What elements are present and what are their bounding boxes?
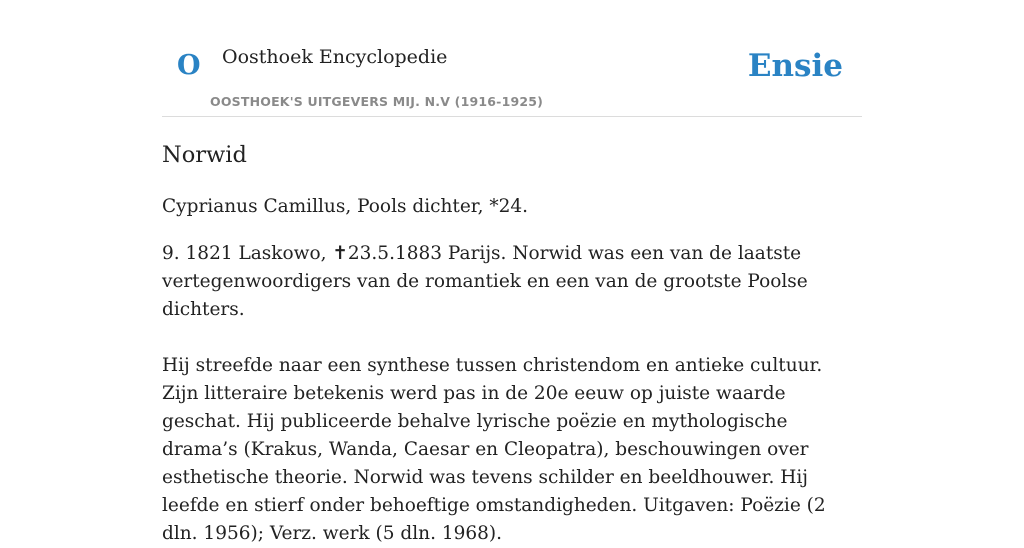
article — [162, 140, 862, 548]
brand-logo-link[interactable]: Ensie — [747, 48, 843, 84]
site-header — [162, 0, 862, 117]
article-paragraph: 9. 1821 Laskowo, ✝23.5.1883 Parijs. Norwid was een van de laatste vertegenwoordigers van de romantiek en een van de grootste Poolse dichters. — [162, 243, 808, 320]
publisher-subtitle: OOSTHOEK'S UITGEVERS MIJ. N.V (1916-1925) — [210, 94, 544, 109]
page — [162, 0, 862, 544]
article-paragraph: Hij streefde naar een synthese tussen christendom en antieke cultuur. Zijn litteraire betekenis werd pas in de 20e eeuw op juiste waarde geschat. Hij publiceerde behalve lyrische poëzie en mythologische drama’s (Krakus, Wanda, Caesar en Cleopatra), beschouwingen over esthetische theorie. Norwid was tevens schilder en beeldhouwer. Hij leefde en stierf onder behoeftige omstandigheden. Uitgaven: Poëzie (2 dln. 1956); Verz. werk (5 dln. 1968). — [162, 355, 826, 544]
article-paragraph: Cyprianus Camillus, Pools dichter, *24. — [162, 196, 529, 217]
site-title[interactable]: Oosthoek Encyclopedie — [222, 46, 448, 68]
site-logo[interactable]: O — [177, 50, 201, 81]
entry-title: Norwid — [162, 142, 247, 168]
